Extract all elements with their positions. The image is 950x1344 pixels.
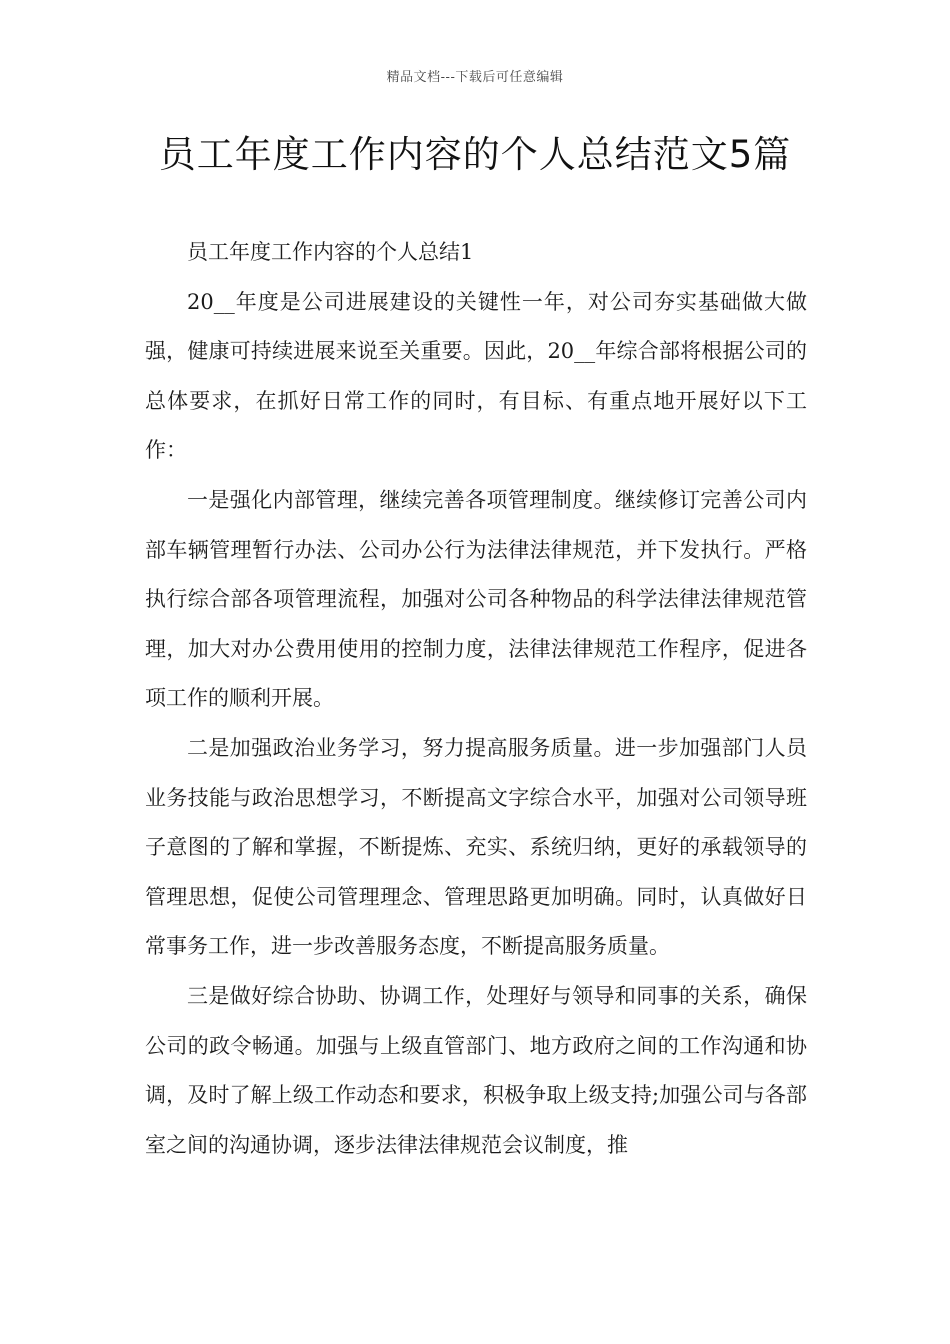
document-title: 员工年度工作内容的个人总结范文5篇 [158,133,792,176]
section-heading: 员工年度工作内容的个人总结1 [187,240,474,264]
document-body [145,228,807,1170]
paragraph-item-2: 二是加强政治业务学习，努力提高服务质量。进一步加强部门人员业务技能与政治思想学习，不断提高文字综合水平，加强对公司领导班子意图的了解和掌握，不断提炼、充实、系统归纳，更好的承载领导的管理思想，促使公司管理理念、管理思路更加明确。同时，认真做好日常事务工作，进一步改善服务态度，不断提高服务质量。 [145,735,807,959]
paragraph-item-3: 三是做好综合协助、协调工作，处理好与领导和同事的关系，确保公司的政令畅通。加强与上级直管部门、地方政府之间的工作沟通和协调，及时了解上级工作动态和要求，积极争取上级支持;加强公司与各部室之间的沟通协调，逐步法律法律规范会议制度，推 [145,983,807,1157]
header-note: 精品文档---下载后可任意编辑 [386,70,564,85]
paragraph-intro: 20__年度是公司进展建设的关键性一年，对公司夯实基础做大做强，健康可持续进展来说至关重要。因此，20__年综合部将根据公司的总体要求，在抓好日常工作的同时，有目标、有重点地开展好以下工作： [145,289,807,463]
paragraph-item-1: 一是强化内部管理，继续完善各项管理制度。继续修订完善公司内部车辆管理暂行办法、公司办公行为法律法律规范，并下发执行。严格执行综合部各项管理流程，加强对公司各种物品的科学法律法律规范管理，加大对办公费用使用的控制力度，法律法律规范工作程序，促进各项工作的顺利开展。 [145,487,807,711]
